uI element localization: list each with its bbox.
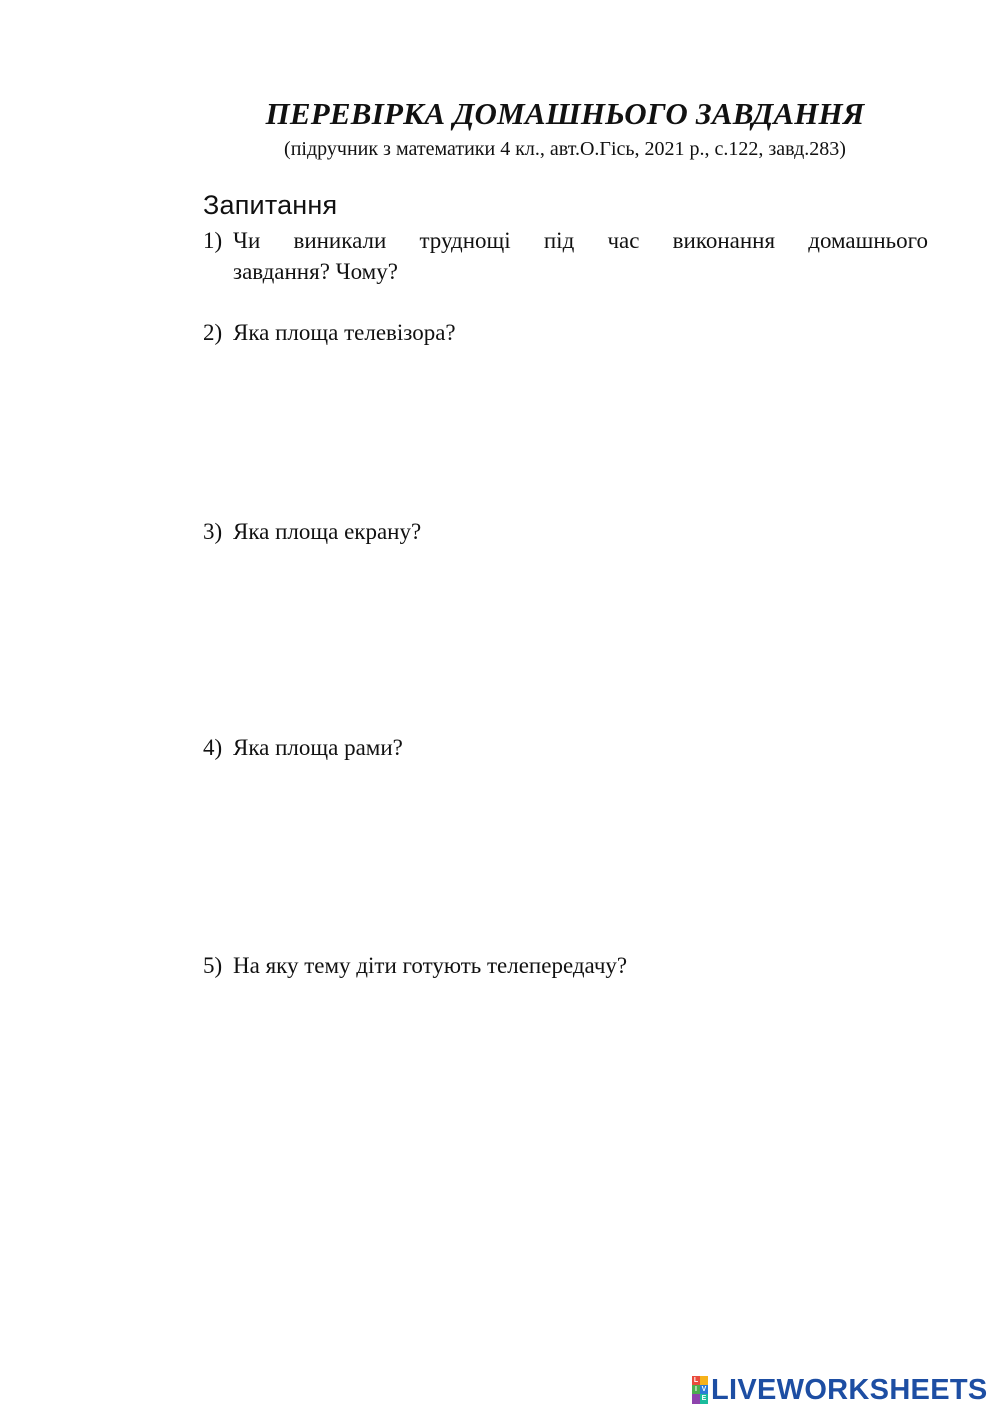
question-text: Яка площа рами? bbox=[233, 735, 403, 760]
question-1 bbox=[203, 225, 928, 287]
question-text: Яка площа екрану? bbox=[233, 519, 422, 544]
question-number: 5) bbox=[203, 953, 223, 978]
question-number: 1) bbox=[203, 228, 223, 253]
question-text: Яка площа телевізора? bbox=[233, 320, 456, 345]
question-3 bbox=[203, 516, 928, 547]
question-number: 4) bbox=[203, 735, 223, 760]
liveworksheets-logo-icon bbox=[692, 1376, 708, 1404]
page-title: ПЕРЕВІРКА ДОМАШНЬОГО ЗАВДАННЯ bbox=[265, 96, 865, 131]
question-text bbox=[233, 225, 928, 287]
question-text: На яку тему діти готують телепередачу? bbox=[233, 953, 628, 978]
question-number: 2) bbox=[203, 320, 223, 345]
section-heading: Запитання bbox=[203, 190, 338, 220]
logo-mark-letter: I bbox=[692, 1385, 700, 1394]
question-4 bbox=[203, 732, 928, 763]
logo-mark-letter: V bbox=[701, 1386, 707, 1393]
logo-mark-letter: L bbox=[693, 1377, 699, 1384]
logo-mark-block bbox=[700, 1376, 708, 1385]
logo-mark-letter: E bbox=[701, 1395, 707, 1402]
question-text-line: завдання? Чому? bbox=[233, 259, 398, 284]
liveworksheets-logo bbox=[692, 1374, 988, 1406]
question-2 bbox=[203, 317, 928, 348]
question-5 bbox=[203, 950, 928, 981]
logo-mark-block bbox=[692, 1394, 700, 1404]
question-number: 3) bbox=[203, 519, 223, 544]
question-text-line: Чи виникали труднощі під час виконання домашнього bbox=[233, 228, 928, 253]
liveworksheets-logo-text: LIVEWORKSHEETS bbox=[711, 1373, 988, 1406]
page-subtitle: (підручник з математики 4 кл., авт.О.Гісь, 2021 р., с.122, завд.283) bbox=[284, 138, 846, 160]
